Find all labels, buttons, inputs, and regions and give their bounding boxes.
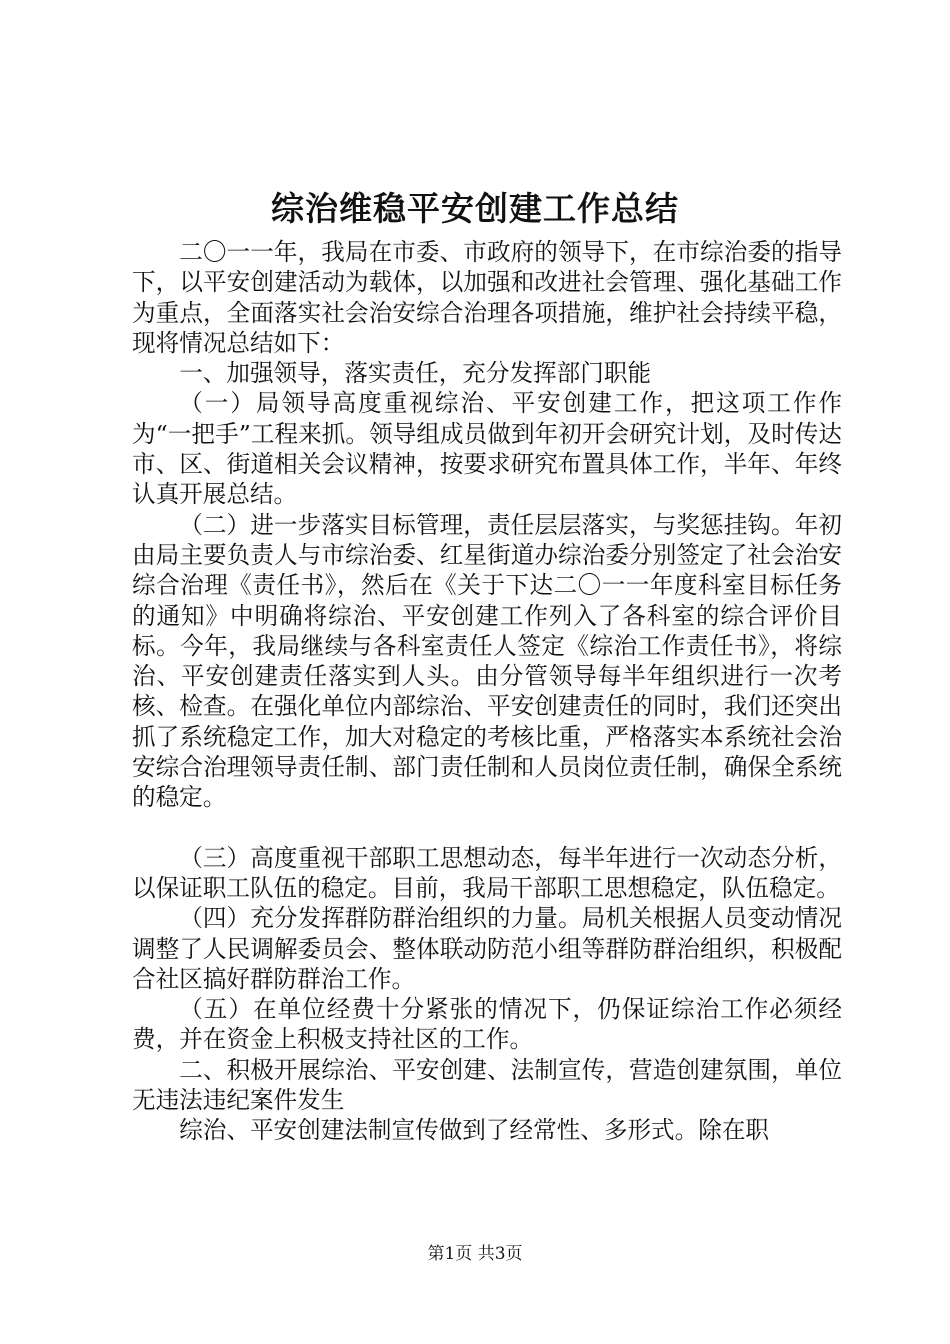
paragraph-item-3: （三）高度重视干部职工思想动态，每半年进行一次动态分析，以保证职工队伍的稳定。目前，我局干部职工思想稳定，队伍稳定。 (132, 843, 842, 902)
paragraph-item-2: （二）进一步落实目标管理，责任层层落实，与奖惩挂钩。年初由局主要负责人与市综治委、红星街道办综治委分别签定了社会治安综合治理《责任书》，然后在《关于下达二〇一一年度科室目标任务的通知》中明确将综治、平安创建工作列入了各科室的综合评价目标。今年，我局继续与各科室责任人签定《综治工作责任书》，将综治、平安创建责任落实到人头。由分管领导每半年组织进行一次考核、检查。在强化单位内部综治、平安创建责任的同时，我们还突出抓了系统稳定工作，加大对稳定的考核比重，严格落实本系统社会治安综合治理领导责任制、部门责任制和人员岗位责任制，确保全系统的稳定。 (132, 510, 842, 812)
section-heading-2: 二、积极开展综治、平安创建、法制宣传，营造创建氛围，单位无违法违纪案件发生 (132, 1055, 842, 1115)
paragraph-item-1: （一）局领导高度重视综治、平安创建工作，把这项工作作为“一把手”工程来抓。领导组成员做到年初开会研究计划，及时传达市、区、街道相关会议精神，按要求研究布置具体工作，半年、年终认真开展总结。 (132, 389, 842, 509)
page-number-footer: 第1页 共3页 (427, 1244, 523, 1264)
paragraph-item-4: （四）充分发挥群防群治组织的力量。局机关根据人员变动情况调整了人民调解委员会、整体联动防范小组等群防群治组织，积极配合社区搞好群防群治工作。 (132, 904, 842, 993)
document-body (132, 237, 842, 1146)
section-heading-1: 一、加强领导，落实责任，充分发挥部门职能 (179, 359, 652, 388)
document-title: 综治维稳平安创建工作总结 (271, 189, 679, 228)
paragraph-section-2: 综治、平安创建法制宣传做到了经常性、多形式。除在职 (179, 1116, 770, 1145)
paragraph-item-5: （五）在单位经费十分紧张的情况下，仍保证综治工作必须经费，并在资金上积极支持社区的工作。 (132, 995, 842, 1054)
paragraph-intro: 二〇一一年，我局在市委、市政府的领导下，在市综治委的指导下，以平安创建活动为载体，以加强和改进社会管理、强化基础工作为重点，全面落实社会治安综合治理各项措施，维护社会持续平稳，现将情况总结如下： (132, 238, 842, 357)
